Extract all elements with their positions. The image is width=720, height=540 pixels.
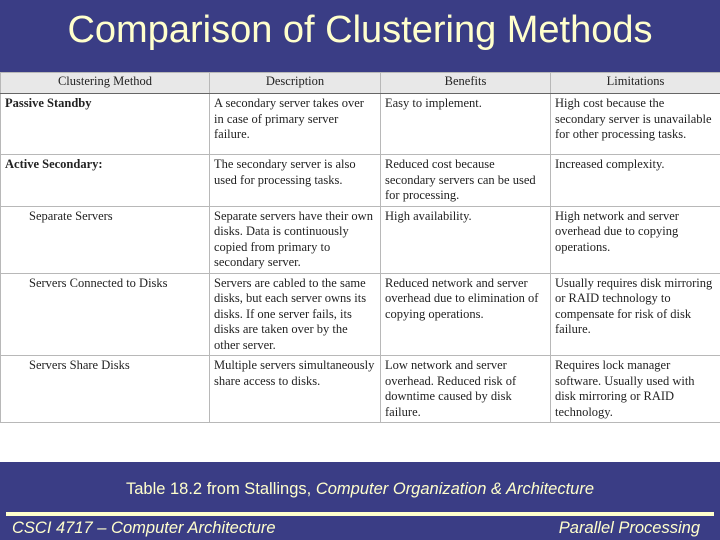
header-limitations: Limitations [551,73,720,94]
benefits-cell: Easy to implement. [381,94,551,155]
table-row [1,206,720,273]
header-description: Description [210,73,381,94]
method-cell: Servers Connected to Disks [1,273,210,356]
description-cell: Multiple servers simultaneously share access to disks. [210,356,381,423]
method-cell: Passive Standby [1,94,210,155]
table-caption [0,480,720,499]
benefits-cell: High availability. [381,206,551,273]
limitations-cell: Increased complexity. [551,155,720,207]
benefits-cell: Reduced cost because secondary servers can be used for processing. [381,155,551,207]
table-row [1,356,720,423]
method-cell: Active Secondary: [1,155,210,207]
caption-prefix: Table 18.2 from Stallings, [125,480,316,498]
method-cell: Servers Share Disks [1,356,210,423]
limitations-cell: High network and server overhead due to copying operations. [551,206,720,273]
limitations-cell: Requires lock manager software. Usually used with disk mirroring or RAID technology. [551,356,720,423]
clustering-comparison-table [0,72,720,423]
description-cell: A secondary server takes over in case of primary server failure. [210,94,381,155]
header-benefits: Benefits [381,73,551,94]
description-cell: The secondary server is also used for processing tasks. [210,155,381,207]
description-cell: Servers are cabled to the same disks, but each server owns its disks. If one server fails, its disks are taken over by the other server. [210,273,381,356]
caption-book-title: Computer Organization & Architecture [315,480,595,498]
benefits-cell: Reduced network and server overhead due to elimination of copying operations. [381,273,551,356]
footer-topic: Parallel Processing [558,519,700,537]
table-header-row [1,73,720,94]
table-row [1,94,720,155]
benefits-cell: Low network and server overhead. Reduced risk of downtime caused by disk failure. [381,356,551,423]
footer-course: CSCI 4717 – Computer Architecture [12,519,276,537]
limitations-cell: Usually requires disk mirroring or RAID technology to compensate for risk of disk failure. [551,273,720,356]
table-row [1,155,720,207]
header-method: Clustering Method [1,73,210,94]
slide-title: Comparison of Clustering Methods [67,9,653,51]
method-cell: Separate Servers [1,206,210,273]
footer-divider [6,512,714,516]
comparison-table-container [0,72,720,462]
description-cell: Separate servers have their own disks. Data is continuously copied from primary to secondary server. [210,206,381,273]
limitations-cell: High cost because the secondary server is unavailable for other processing tasks. [551,94,720,155]
table-row [1,273,720,356]
